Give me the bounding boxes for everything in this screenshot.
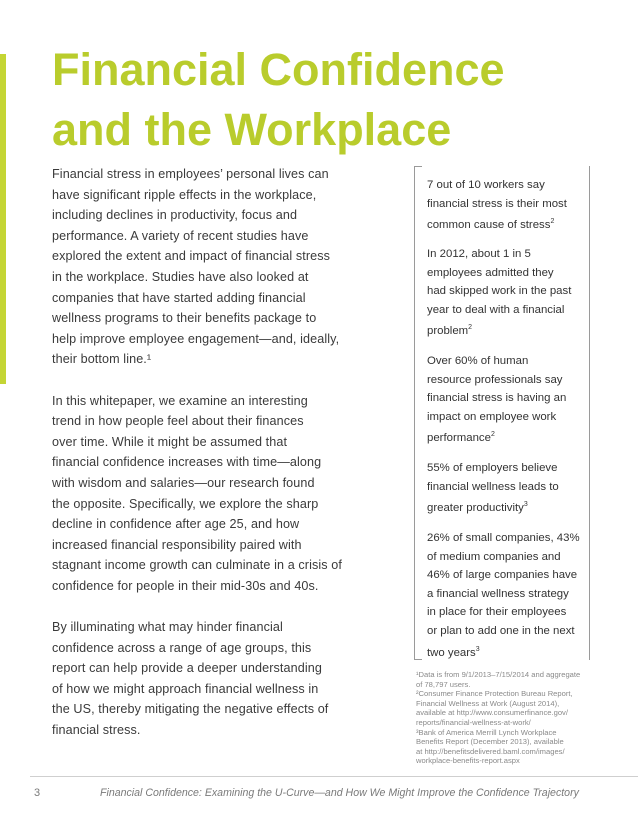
stat-line: employees admitted they bbox=[427, 266, 554, 279]
body-line: over time. While it might be assumed that bbox=[52, 434, 288, 449]
body-line: trend in how people feel about their finances bbox=[52, 414, 304, 429]
footnote-line: ³Bank of America Merrill Lynch Workplace bbox=[416, 727, 557, 737]
stat-item bbox=[427, 245, 587, 341]
body-line: report can help provide a deeper understanding bbox=[52, 661, 322, 676]
body-line: confidence across a range of age groups, this bbox=[52, 640, 312, 655]
title-line-1: Financial Confidence bbox=[52, 44, 505, 95]
stat-line: two years$^3$ bbox=[427, 645, 480, 659]
footer-divider bbox=[30, 776, 638, 777]
stat-line: 46% of large companies have bbox=[427, 569, 578, 582]
stat-line: In 2012, about 1 in 5 bbox=[427, 248, 531, 260]
body-line: stagnant income growth can culminate in a crisis of bbox=[52, 558, 342, 573]
stat-line: common cause of stress$^2$ bbox=[427, 218, 555, 231]
body-line: increased financial responsibility paired with bbox=[52, 537, 302, 552]
body-line: of how we might approach financial wellness in bbox=[52, 681, 319, 696]
title-line-2: and the Workplace bbox=[52, 104, 452, 155]
footnote-line: ²Consumer Finance Protection Bureau Report, bbox=[416, 689, 573, 699]
stat-line: of medium companies and bbox=[427, 550, 561, 563]
footnote-marker: 3 bbox=[475, 645, 480, 653]
body-line: In this whitepaper, we examine an interesting bbox=[52, 393, 308, 408]
footnote-line: ¹Data is from 9/1/2013–7/15/2014 and aggregate bbox=[416, 670, 581, 679]
footnote-line: reports/financial-wellness-at-work/ bbox=[416, 717, 531, 727]
footnote-line: at http://benefitsdelivered.baml.com/images/ bbox=[416, 746, 565, 756]
body-line: wellness programs to their benefits package to bbox=[52, 311, 317, 326]
body-line: the US, thereby mitigating the negative effects of bbox=[52, 702, 329, 717]
body-line: Financial stress in employees’ personal lives can bbox=[52, 167, 329, 181]
stat-line: 55% of employers believe bbox=[427, 462, 558, 474]
stat-line: 7 out of 10 workers say bbox=[427, 179, 545, 191]
stat-line: financial wellness leads to bbox=[427, 480, 559, 493]
paragraph-intro bbox=[52, 164, 352, 370]
paragraph-whitepaper bbox=[52, 391, 352, 597]
footnote-marker: 2 bbox=[550, 218, 555, 226]
body-line: By illuminating what may hinder financial bbox=[52, 620, 283, 635]
body-line: the opposite. Specifically, we explore the sharp bbox=[52, 496, 319, 511]
footnote-marker: 2 bbox=[468, 324, 473, 332]
footnotes bbox=[416, 670, 592, 766]
body-line: decline in confidence after age 25, and how bbox=[52, 517, 300, 532]
stat-item bbox=[427, 529, 587, 662]
stat-line: financial stress is having an bbox=[427, 392, 567, 405]
stat-line: impact on employee work bbox=[427, 410, 557, 423]
stat-line: problem$^2$ bbox=[427, 324, 473, 338]
footnote-line: Financial Wellness at Work (August 2014), bbox=[416, 698, 560, 708]
stat-line: had skipped work in the past bbox=[427, 285, 572, 298]
body-line: explored the extent and impact of financial stress bbox=[52, 249, 331, 264]
footer-running-title: Financial Confidence: Examining the U-Curve—and How We Might Improve the Confidence Trajectory bbox=[100, 787, 579, 799]
body-line: financial confidence increases with time—along bbox=[52, 455, 322, 470]
body-text-column bbox=[52, 164, 352, 761]
stat-line: year to deal with a financial bbox=[427, 303, 565, 316]
body-line: their bottom line.¹ bbox=[52, 352, 152, 367]
stat-line: a financial wellness strategy bbox=[427, 587, 569, 600]
stats-sidebar bbox=[414, 166, 590, 660]
body-line: including declines in productivity, focus and bbox=[52, 208, 298, 223]
footnote-marker: 3 bbox=[523, 501, 528, 509]
footnote-line: workplace-benefits-report.aspx bbox=[416, 756, 520, 766]
stat-line: resource professionals say bbox=[427, 373, 563, 386]
stat-line: greater productivity$^3$ bbox=[427, 501, 528, 514]
stat-item bbox=[427, 459, 587, 518]
footnote-line: of 78,797 users. bbox=[416, 679, 471, 689]
body-line: performance. A variety of recent studies have bbox=[52, 228, 309, 243]
stat-line: performance$^2$ bbox=[427, 431, 495, 445]
body-line: help improve employee engagement—and, ideally, bbox=[52, 331, 340, 346]
stat-line: in place for their employees bbox=[427, 606, 567, 619]
accent-bar bbox=[0, 54, 6, 384]
body-line: in the workplace. Studies have also looked at bbox=[52, 269, 309, 284]
footnote-line: Benefits Report (December 2013), available bbox=[416, 737, 564, 747]
stat-line: financial stress is their most bbox=[427, 197, 567, 210]
footnote-line: available at http://www.consumerfinance.gov/ bbox=[416, 708, 568, 718]
stat-item bbox=[427, 176, 587, 235]
page-number: 3 bbox=[34, 787, 41, 799]
body-line: confidence for people in their mid-30s and 40s. bbox=[52, 578, 319, 593]
body-line: companies that have started adding financial bbox=[52, 290, 306, 305]
body-line: with wisdom and salaries—our research found bbox=[52, 475, 315, 490]
stat-line: or plan to add one in the next bbox=[427, 624, 575, 637]
body-line: financial stress. bbox=[52, 723, 141, 738]
page-title bbox=[52, 40, 505, 160]
footnote-marker: 2 bbox=[490, 431, 495, 439]
stat-line: Over 60% of human bbox=[427, 355, 529, 367]
paragraph-conclusion bbox=[52, 617, 352, 741]
stat-line: 26% of small companies, 43% bbox=[427, 532, 580, 544]
stat-item bbox=[427, 352, 587, 448]
body-line: have significant ripple effects in the workplace, bbox=[52, 187, 317, 202]
